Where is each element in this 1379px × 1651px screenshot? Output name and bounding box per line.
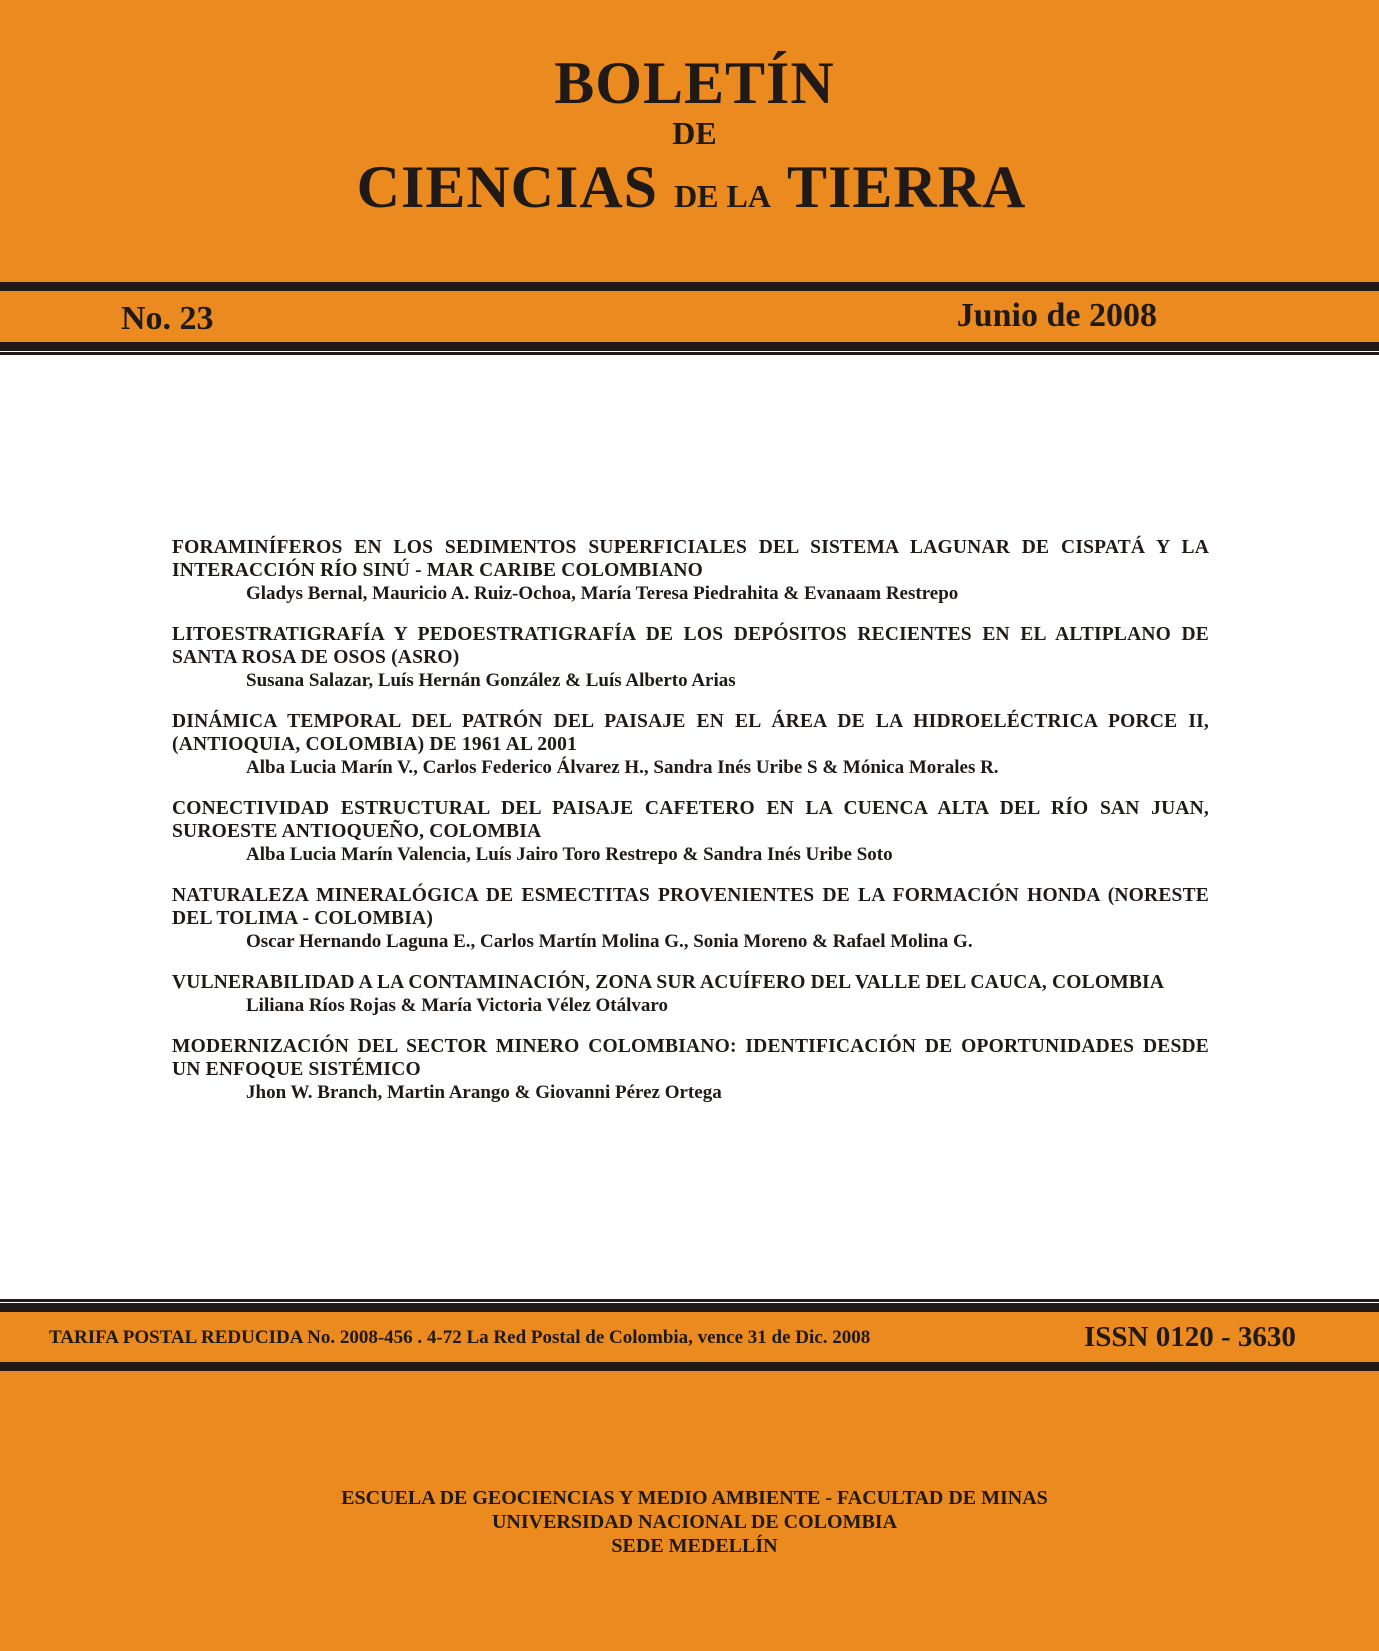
article-title: FORAMINÍFEROS EN LOS SEDIMENTOS SUPERFICIALES DEL SISTEMA LAGUNAR DE CISPATÁ Y LA INTERACCIÓN RÍO SINÚ - MAR CARIBE COLOMBIANO (172, 537, 1209, 581)
article-authors: Susana Salazar, Luís Hernán González & Luís Alberto Arias (246, 670, 736, 691)
article-authors: Oscar Hernando Laguna E., Carlos Martín Molina G., Sonia Moreno & Rafael Molina G. (246, 931, 973, 952)
title-line-boletin: BOLETÍN (554, 50, 835, 116)
publisher-line-school: ESCUELA DE GEOCIENCIAS Y MEDIO AMBIENTE - FACULTAD DE MINAS (341, 1487, 1048, 1509)
header-divider-top (0, 282, 1379, 291)
publisher-block (0, 1486, 1379, 1558)
article-entry (172, 797, 1209, 866)
postal-info-band (0, 1312, 1379, 1362)
table-of-contents (172, 536, 1209, 1122)
article-authors: Liliana Ríos Rojas & María Victoria Vélez Otálvaro (246, 995, 668, 1016)
article-title: DINÁMICA TEMPORAL DEL PATRÓN DEL PAISAJE EN EL ÁREA DE LA HIDROELÉCTRICA PORCE II, (ANTIOQUIA, COLOMBIA) DE 1961 AL 2001 (172, 711, 1209, 755)
title-line-de: DE (672, 115, 717, 151)
postal-notice: TARIFA POSTAL REDUCIDA No. 2008-456 . 4-72 La Red Postal de Colombia, vence 31 de Dic. 2008 (49, 1327, 871, 1348)
article-entry (172, 1035, 1209, 1104)
article-entry (172, 710, 1209, 779)
publisher-line-campus: SEDE MEDELLÍN (611, 1535, 778, 1557)
title-word-ciencias: CIENCIAS (356, 154, 659, 220)
title-word-de-la: DE LA (674, 178, 771, 214)
article-authors: Alba Lucia Marín Valencia, Luís Jairo Toro Restrepo & Sandra Inés Uribe Soto (246, 844, 893, 865)
article-entry (172, 884, 1209, 953)
article-authors: Jhon W. Branch, Martin Arango & Giovanni Pérez Ortega (246, 1082, 722, 1103)
article-title: MODERNIZACIÓN DEL SECTOR MINERO COLOMBIANO: IDENTIFICACIÓN DE OPORTUNIDADES DESDE UN ENFOQUE SISTÉMICO (172, 1036, 1209, 1080)
issue-date: Junio de 2008 (956, 297, 1157, 334)
article-entry (172, 623, 1209, 692)
article-authors: Gladys Bernal, Mauricio A. Ruiz-Ochoa, María Teresa Piedrahita & Evanaam Restrepo (246, 583, 959, 604)
journal-title (0, 50, 1379, 231)
footer-divider-top (0, 1303, 1379, 1312)
publisher-line-university: UNIVERSIDAD NACIONAL DE COLOMBIA (491, 1511, 898, 1533)
article-title: VULNERABILIDAD A LA CONTAMINACIÓN, ZONA SUR ACUÍFERO DEL VALLE DEL CAUCA, COLOMBIA (172, 972, 1165, 993)
footer-divider-bottom (0, 1362, 1379, 1371)
article-title: NATURALEZA MINERALÓGICA DE ESMECTITAS PROVENIENTES DE LA FORMACIÓN HONDA (NORESTE DEL TOLIMA - COLOMBIA) (172, 885, 1209, 929)
article-authors: Alba Lucia Marín V., Carlos Federico Álvarez H., Sandra Inés Uribe S & Mónica Morales R. (246, 757, 999, 778)
footer-divider-hairline (0, 1299, 1379, 1302)
article-title: LITOESTRATIGRAFÍA Y PEDOESTRATIGRAFÍA DE LOS DEPÓSITOS RECIENTES EN EL ALTIPLANO DE SANTA ROSA DE OSOS (ASRO) (172, 624, 1209, 668)
cover-header-band (0, 0, 1379, 282)
title-line-ciencias-tierra (0, 152, 1379, 231)
article-title: CONECTIVIDAD ESTRUCTURAL DEL PAISAJE CAFETERO EN LA CUENCA ALTA DEL RÍO SAN JUAN, SUROESTE ANTIOQUEÑO, COLOMBIA (172, 798, 1209, 842)
issue-number: No. 23 (121, 300, 214, 337)
article-entry (172, 536, 1209, 605)
article-entry (172, 971, 1209, 1017)
issue-info-band (0, 291, 1379, 348)
header-divider-hairline (0, 352, 1379, 355)
header-divider-bottom (0, 342, 1379, 351)
title-word-tierra: TIERRA (786, 154, 1027, 220)
issn-number: ISSN 0120 - 3630 (1084, 1321, 1296, 1353)
